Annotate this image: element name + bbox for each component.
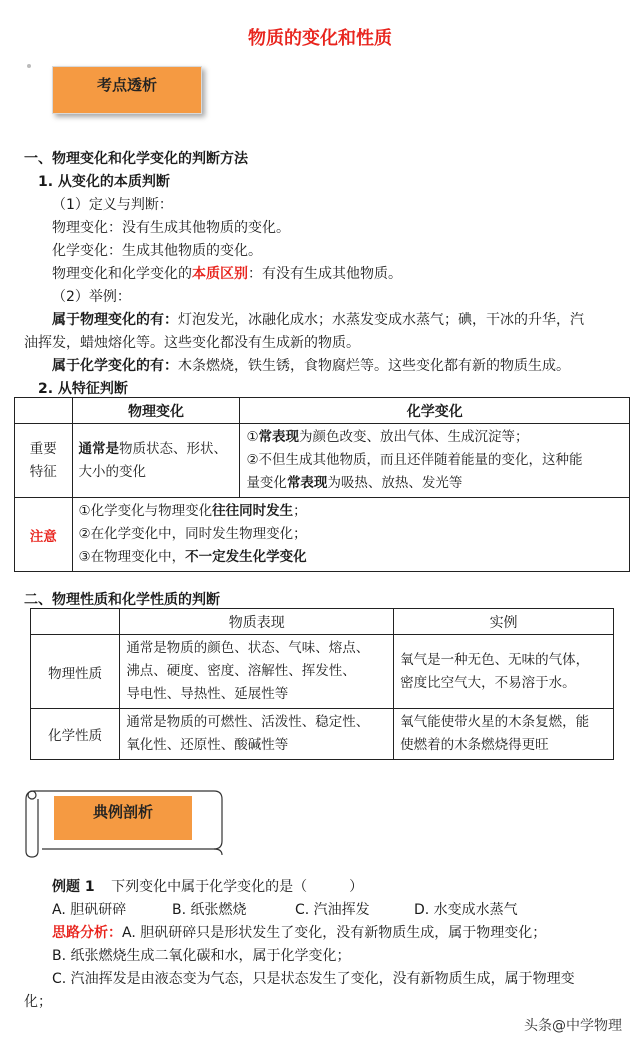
physical-property-line: 通常是物质的颜色、状态、气味、熔点、	[126, 640, 370, 656]
decor-dot	[27, 64, 31, 68]
analysis-text: A. 胆矾研碎只是形状发生了变化，没有新物质生成，属于物理变化；	[122, 925, 547, 941]
note-bold: 往往同时发生	[212, 503, 294, 519]
physical-property-line: 沸点、硬度、密度、溶解性、挥发性、	[126, 663, 356, 679]
essence-text-b: ：有没有生成其他物质。	[248, 266, 402, 282]
physical-property-cell	[120, 635, 394, 709]
physical-example-cell	[394, 635, 614, 709]
physical-property-line: 导电性、导热性、延展性等	[126, 686, 289, 702]
physical-examples-text: 灯泡发光，冰融化成水；水蒸发变成水蒸气；碘，干冰的升华，汽	[178, 312, 584, 328]
section-badge-examples: 典例剖析	[54, 796, 192, 840]
section-badge-key-points: 考点透析	[52, 66, 202, 114]
example-label: 例题 1	[52, 879, 95, 895]
physical-feature-bold: 通常是	[78, 440, 120, 457]
note-text: ③在物理变化中，	[78, 549, 186, 565]
note-line	[79, 500, 623, 523]
physical-feature-line: 大小的变化	[78, 463, 147, 480]
example-question	[52, 876, 363, 896]
option-b: B. 纸张燃烧	[172, 902, 247, 918]
analysis-line-c2: 化；	[24, 994, 52, 1010]
row-label-physical-property: 物理性质	[31, 635, 120, 709]
chemical-property-line: 氧化性、还原性、酸碱性等	[126, 737, 289, 753]
physical-change-definition	[52, 217, 290, 237]
chemical-feature-line: ②不但生成其他物质，而且还伴随着能量的变化，这种能	[246, 452, 583, 468]
essence-text-a: 物理变化和化学变化的	[52, 266, 192, 282]
note-line: ②在化学变化中，同时发生物理变化；	[78, 526, 307, 542]
option-a: A. 胆矾研碎	[52, 902, 127, 918]
physical-example-line: 密度比空气大，不易溶于水。	[400, 674, 576, 691]
table-header-chemical: 化学变化	[240, 398, 630, 424]
examples-heading: （2）举例：	[52, 289, 131, 305]
chemical-examples	[52, 355, 570, 375]
section2-heading: 二、物理性质和化学性质的判断	[24, 592, 220, 608]
table-header-physical: 物理变化	[72, 398, 240, 424]
physical-examples-line1	[52, 309, 584, 329]
chemical-feature-text: ①	[246, 429, 259, 445]
row-label-chemical-property: 化学性质	[31, 709, 120, 760]
chemical-examples-text: 木条燃烧，铁生锈，食物腐烂等。这些变化都有新的物质生成。	[178, 358, 570, 374]
essential-difference	[52, 263, 402, 283]
chemical-feature-text: 量变化	[246, 475, 287, 491]
analysis-label: 思路分析：	[52, 925, 122, 941]
option-c: C. 汽油挥发	[295, 902, 370, 918]
chemical-feature-text: 为吸热、放热、发光等	[327, 475, 463, 491]
table-header-example: 实例	[394, 609, 614, 635]
watermark-prefix: 头条	[524, 1018, 552, 1034]
row-label-line: 特征	[29, 463, 57, 480]
physical-example-line: 氧气是一种无色、无味的气体，	[400, 651, 590, 668]
features-table	[14, 397, 630, 572]
physical-change-text: ：没有生成其他物质的变化。	[108, 220, 290, 236]
chemical-change-definition: 化学变化：生成其他物质的变化。	[52, 243, 262, 259]
section1-sub1: 1. 从变化的本质判断	[38, 174, 170, 190]
properties-table	[30, 608, 614, 760]
note-cell	[72, 498, 629, 572]
chemical-example-cell	[394, 709, 614, 760]
analysis-line-b: B. 纸张燃烧生成二氧化碳和水，属于化学变化；	[52, 948, 351, 964]
note-line	[79, 546, 623, 569]
chemical-example-line: 氧气能使带火星的木条复燃，能	[400, 714, 590, 730]
section1-heading: 一、物理变化和化学变化的判断方法	[24, 151, 248, 167]
table-row	[31, 609, 614, 635]
page-title: 物质的变化和性质	[248, 28, 392, 49]
watermark	[524, 1015, 622, 1035]
chemical-property-line: 通常是物质的可燃性、活泼性、稳定性、	[126, 714, 370, 730]
chemical-feature-text: 为颜色改变、放出气体、生成沉淀等；	[299, 429, 529, 445]
row-label-note: 注意	[15, 498, 73, 572]
watermark-handle: @中学物理	[552, 1018, 622, 1034]
chemical-feature-bold: 常表现	[286, 475, 328, 491]
note-text: ；	[293, 503, 307, 519]
analysis-line-a	[52, 922, 546, 942]
table-header-manifestation: 物质表现	[120, 609, 394, 635]
chemical-feature-line	[246, 472, 623, 495]
row-label-features	[15, 424, 73, 498]
chemical-example-line: 使燃着的木条燃烧得更旺	[400, 737, 549, 753]
chemical-feature-cell	[240, 424, 630, 498]
chemical-feature-bold: 常表现	[258, 429, 300, 445]
chemical-property-cell	[120, 709, 394, 760]
chemical-examples-label: 属于化学变化的有：	[52, 358, 178, 374]
table-row	[31, 709, 614, 760]
physical-feature-text: 物质状态、形状、	[119, 440, 228, 457]
physical-change-term: 物理变化	[52, 220, 108, 236]
physical-feature-line	[79, 438, 234, 461]
physical-examples-label: 属于物理变化的有：	[52, 312, 178, 328]
essence-highlight: 本质区别	[192, 266, 248, 282]
table-header-empty	[31, 609, 120, 635]
section1-sub2: 2. 从特征判断	[38, 381, 128, 397]
physical-examples-line2: 油挥发，蜡烛熔化等。这些变化都没有生成新的物质。	[24, 335, 360, 351]
row-label-line: 重要	[29, 440, 57, 457]
analysis-line-c1: C. 汽油挥发是由液态变为气态，只是状态发生了变化，没有新物质生成，属于物理变	[52, 971, 575, 987]
note-text: ①化学变化与物理变化	[78, 503, 213, 519]
example-question-text: 下列变化中属于化学变化的是（ ）	[111, 879, 364, 895]
definition-heading: （1）定义与判断：	[52, 197, 173, 213]
note-bold: 不一定发生化学变化	[185, 549, 307, 565]
table-row	[15, 398, 630, 424]
physical-feature-cell	[72, 424, 240, 498]
table-row	[15, 498, 630, 572]
table-row	[15, 424, 630, 498]
table-row	[31, 635, 614, 709]
table-header-empty	[15, 398, 73, 424]
option-d: D. 水变成水蒸气	[414, 902, 518, 918]
chemical-feature-line	[246, 426, 623, 449]
